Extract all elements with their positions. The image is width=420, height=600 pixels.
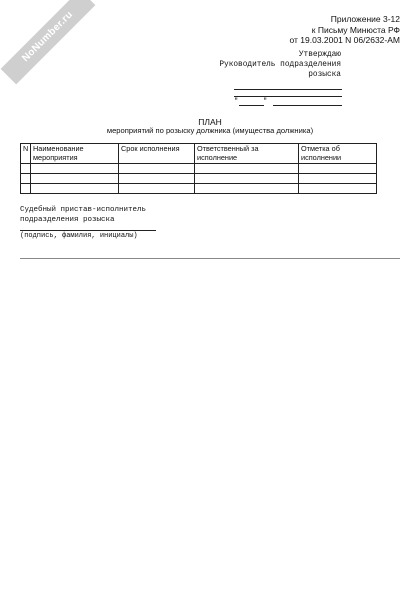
table-cell[interactable] <box>31 174 119 184</box>
appendix-line: от 19.03.2001 N 06/2632-АМ <box>289 35 400 45</box>
header-deadline: Срок исполнения <box>119 144 195 164</box>
table-cell[interactable] <box>31 184 119 194</box>
document-title: ПЛАН <box>198 117 222 127</box>
bailiff-signature-line <box>20 230 156 231</box>
date-quote-close: " <box>263 98 268 106</box>
table-cell[interactable] <box>119 164 195 174</box>
table-cell[interactable] <box>299 184 377 194</box>
table-cell[interactable] <box>299 174 377 184</box>
header-completion-mark: Отметка об исполнении <box>299 144 377 164</box>
table-row <box>21 164 377 174</box>
page-bottom-rule <box>20 258 400 259</box>
header-responsible: Ответственный за исполнение <box>195 144 299 164</box>
header-number: N <box>21 144 31 164</box>
approval-name-line <box>234 96 342 97</box>
approval-line: Руководитель подразделения <box>219 61 341 69</box>
header-activity: Наименование мероприятия <box>31 144 119 164</box>
appendix-reference <box>289 14 400 46</box>
appendix-line: Приложение 3-12 <box>330 14 400 24</box>
table-cell[interactable] <box>195 174 299 184</box>
table-cell[interactable] <box>195 164 299 174</box>
bailiff-block <box>20 205 146 225</box>
table-cell[interactable] <box>195 184 299 194</box>
bailiff-line: Судебный пристав-исполнитель <box>20 206 147 214</box>
table-cell[interactable] <box>299 164 377 174</box>
date-month-year-line <box>273 105 342 106</box>
date-quote-open: " <box>234 98 239 106</box>
table-row <box>21 174 377 184</box>
plan-table <box>20 143 377 194</box>
watermark: NoNumber.ru <box>1 0 96 84</box>
approval-line: Утверждаю <box>298 51 341 59</box>
appendix-line: к Письму Минюста РФ <box>311 24 400 35</box>
signature-caption: (подпись, фамилия, инициалы) <box>20 232 138 240</box>
table-cell[interactable] <box>21 164 31 174</box>
bailiff-line: подразделения розыска <box>20 216 115 224</box>
table-cell[interactable] <box>21 174 31 184</box>
approval-signature-line <box>234 89 342 90</box>
table-row <box>21 184 377 194</box>
table-cell[interactable] <box>119 174 195 184</box>
table-header-row <box>21 144 377 164</box>
document-subtitle: мероприятий по розыску должника (имущества должника) <box>106 126 314 135</box>
table-cell[interactable] <box>21 184 31 194</box>
date-day-line <box>239 105 264 106</box>
table-cell[interactable] <box>119 184 195 194</box>
table-cell[interactable] <box>31 164 119 174</box>
approval-line: розыска <box>308 71 341 79</box>
approval-block <box>219 50 341 80</box>
